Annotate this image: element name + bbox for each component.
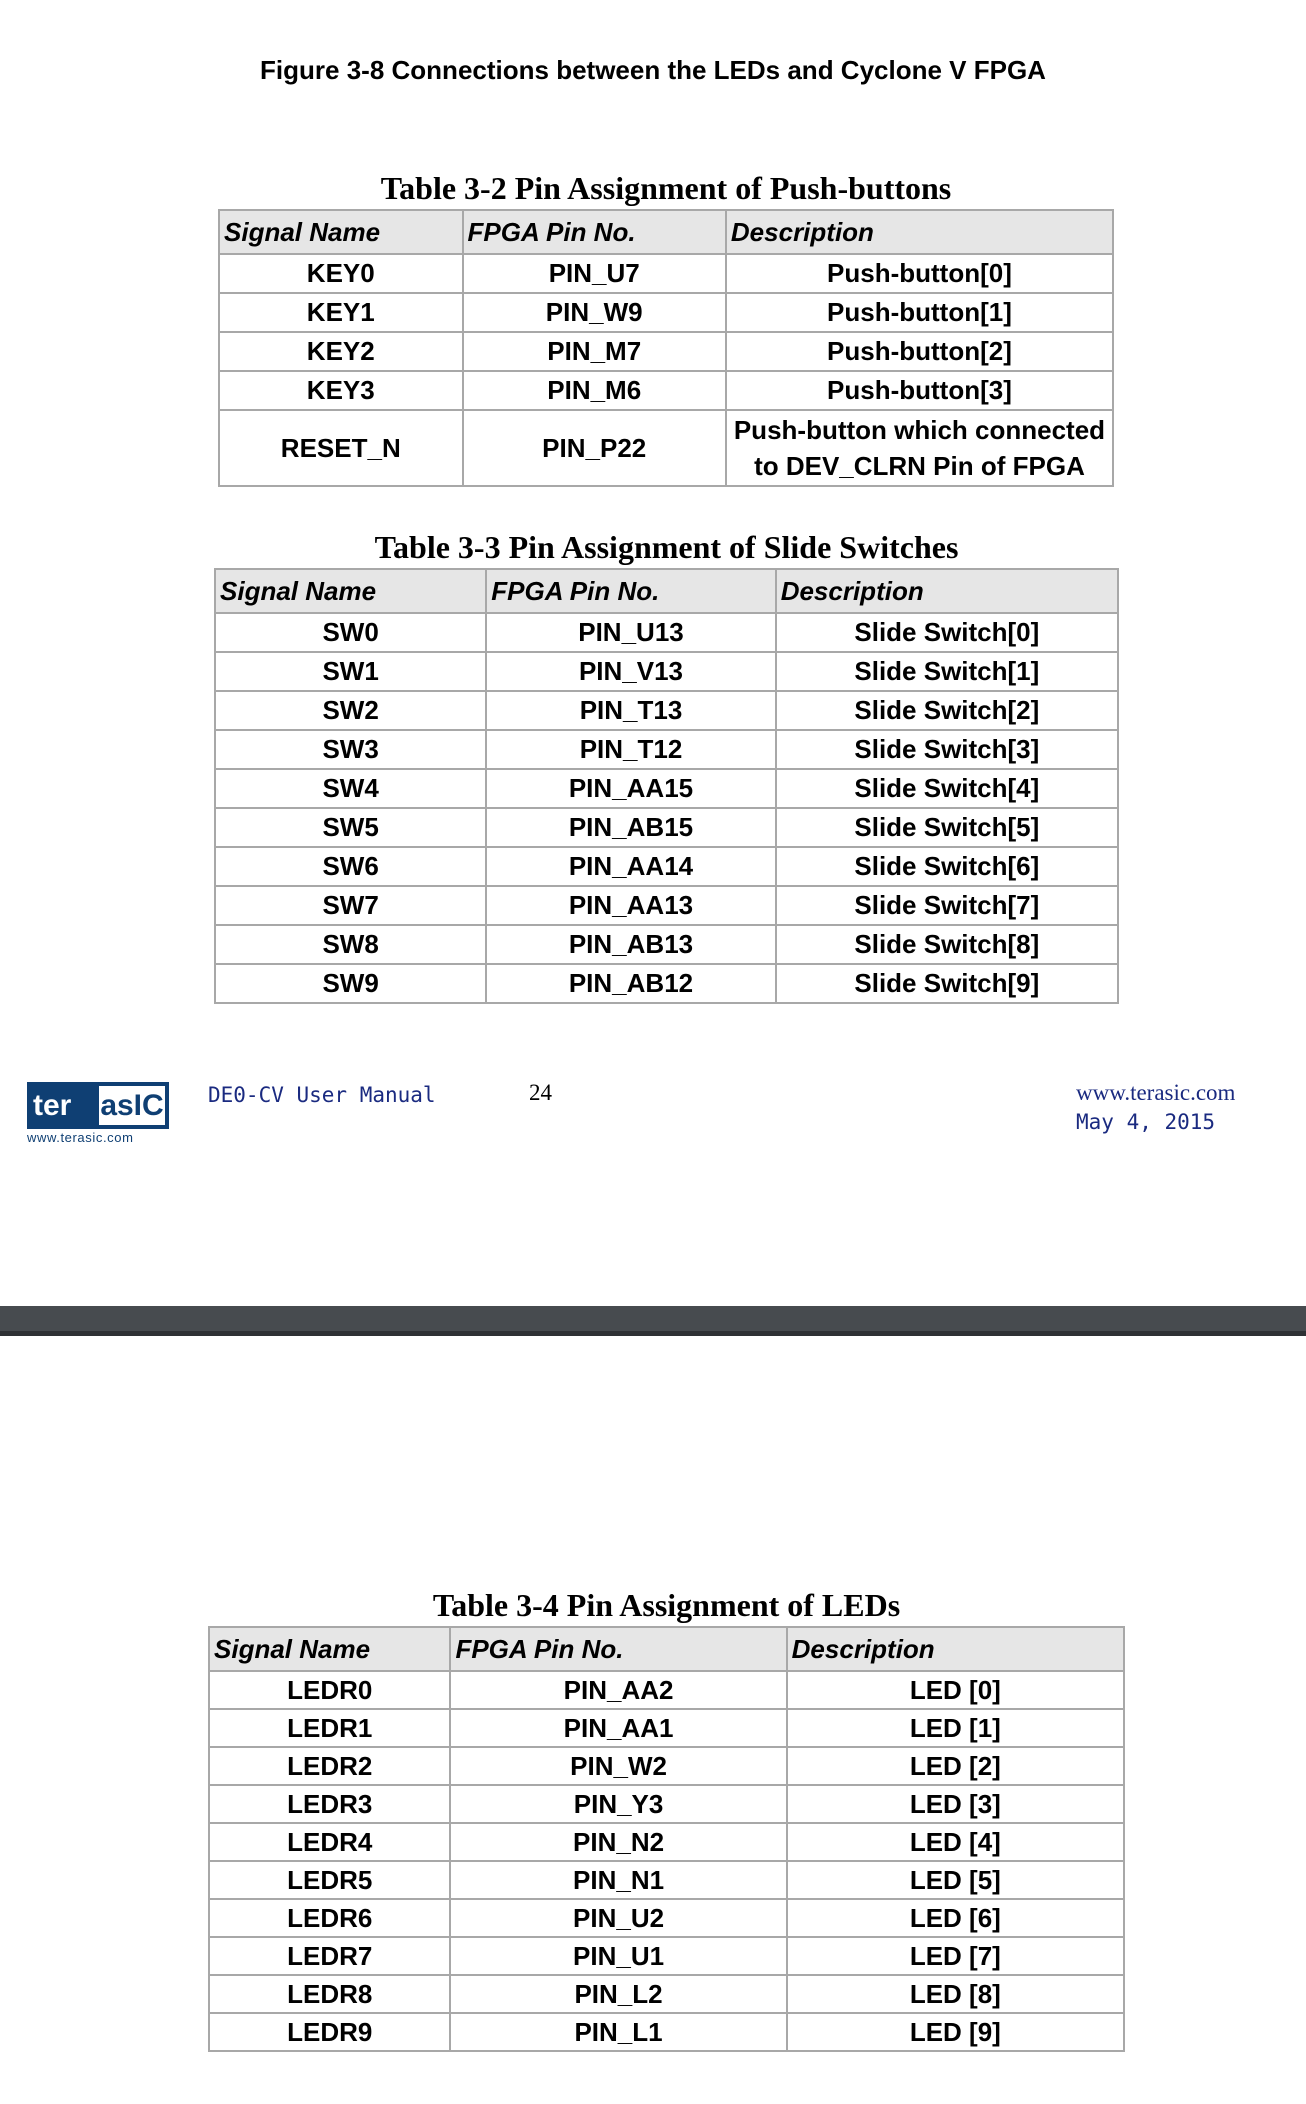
table-row	[209, 1937, 1124, 1975]
led-table	[208, 1626, 1125, 2052]
signal-name-cell: KEY2	[219, 332, 463, 371]
description-cell: LED [3]	[787, 1785, 1124, 1823]
table-row	[215, 886, 1118, 925]
table-row	[215, 691, 1118, 730]
description-cell: Slide Switch[1]	[776, 652, 1118, 691]
table-row	[209, 2013, 1124, 2051]
signal-name-cell: SW2	[215, 691, 486, 730]
description-cell: Slide Switch[2]	[776, 691, 1118, 730]
column-header: Description	[726, 210, 1113, 254]
pin-cell: PIN_AA14	[486, 847, 775, 886]
column-header: Description	[787, 1627, 1124, 1671]
pushbutton-table-title: Table 3-2 Pin Assignment of Push-buttons	[380, 170, 952, 206]
signal-name-cell: SW8	[215, 925, 486, 964]
table-row	[215, 652, 1118, 691]
signal-name-cell: KEY3	[219, 371, 463, 410]
column-header: Description	[776, 569, 1118, 613]
table-row	[209, 1975, 1124, 2013]
signal-name-cell: SW7	[215, 886, 486, 925]
table-row	[209, 1671, 1124, 1709]
pin-cell: PIN_AA2	[450, 1671, 786, 1709]
description-cell: Slide Switch[0]	[776, 613, 1118, 652]
terasic-logo	[27, 1082, 169, 1148]
pin-cell: PIN_AB13	[486, 925, 775, 964]
pin-cell: PIN_W9	[463, 293, 726, 332]
table-row	[215, 808, 1118, 847]
table-row	[215, 769, 1118, 808]
signal-name-cell: LEDR5	[209, 1861, 450, 1899]
column-header: FPGA Pin No.	[450, 1627, 786, 1671]
table-row	[215, 613, 1118, 652]
document-page-bottom	[0, 1336, 1306, 2104]
pin-cell: PIN_AB12	[486, 964, 775, 1003]
table-row	[219, 293, 1113, 332]
description-cell: LED [1]	[787, 1709, 1124, 1747]
pin-cell: PIN_W2	[450, 1747, 786, 1785]
description-cell: LED [0]	[787, 1671, 1124, 1709]
signal-name-cell: LEDR0	[209, 1671, 450, 1709]
table-row	[209, 1899, 1124, 1937]
pushbutton-table	[218, 209, 1114, 487]
description-cell: Slide Switch[9]	[776, 964, 1118, 1003]
description-cell: Slide Switch[4]	[776, 769, 1118, 808]
signal-name-cell: SW1	[215, 652, 486, 691]
pin-cell: PIN_L1	[450, 2013, 786, 2051]
table-row	[209, 1861, 1124, 1899]
pin-cell: PIN_AA1	[450, 1709, 786, 1747]
pin-cell: PIN_U13	[486, 613, 775, 652]
pin-cell: PIN_P22	[463, 410, 726, 486]
signal-name-cell: SW6	[215, 847, 486, 886]
description-cell: LED [7]	[787, 1937, 1124, 1975]
pin-cell: PIN_AA13	[486, 886, 775, 925]
pin-cell: PIN_Y3	[450, 1785, 786, 1823]
table-row	[209, 1709, 1124, 1747]
description-cell: LED [9]	[787, 2013, 1124, 2051]
pin-cell: PIN_U7	[463, 254, 726, 293]
pin-cell: PIN_T12	[486, 730, 775, 769]
table-row	[219, 371, 1113, 410]
description-cell: Slide Switch[7]	[776, 886, 1118, 925]
description-line: Push-button which connected	[733, 415, 1106, 445]
pin-cell: PIN_M6	[463, 371, 726, 410]
description-cell: LED [6]	[787, 1899, 1124, 1937]
description-cell: Push-button[0]	[726, 254, 1113, 293]
pin-cell: PIN_N1	[450, 1861, 786, 1899]
description-cell: Slide Switch[5]	[776, 808, 1118, 847]
signal-name-cell: SW3	[215, 730, 486, 769]
pin-cell: PIN_AB15	[486, 808, 775, 847]
description-cell	[726, 410, 1113, 486]
figure-caption: Figure 3-8 Connections between the LEDs and Cyclone V FPGA	[260, 55, 1046, 85]
pin-cell: PIN_AA15	[486, 769, 775, 808]
description-cell: Push-button[3]	[726, 371, 1113, 410]
footer-website: www.terasic.com	[1076, 1080, 1236, 1105]
footer-date: May 4, 2015	[1076, 1110, 1216, 1134]
signal-name-cell: LEDR8	[209, 1975, 450, 2013]
page-number: 24	[529, 1080, 552, 1105]
description-cell: Slide Switch[8]	[776, 925, 1118, 964]
pin-cell: PIN_U1	[450, 1937, 786, 1975]
table-row	[215, 925, 1118, 964]
logo-text-left: ter	[33, 1089, 72, 1122]
signal-name-cell: LEDR1	[209, 1709, 450, 1747]
description-cell: Slide Switch[6]	[776, 847, 1118, 886]
signal-name-cell: LEDR7	[209, 1937, 450, 1975]
page-separator	[0, 1306, 1306, 1336]
signal-name-cell: LEDR4	[209, 1823, 450, 1861]
table-row	[219, 332, 1113, 371]
table-row	[209, 1747, 1124, 1785]
pin-cell: PIN_U2	[450, 1899, 786, 1937]
pin-cell: PIN_M7	[463, 332, 726, 371]
signal-name-cell: SW9	[215, 964, 486, 1003]
pin-cell: PIN_N2	[450, 1823, 786, 1861]
switch-table-title: Table 3-3 Pin Assignment of Slide Switches	[374, 529, 959, 565]
description-cell: Push-button[2]	[726, 332, 1113, 371]
description-cell: Slide Switch[3]	[776, 730, 1118, 769]
column-header: FPGA Pin No.	[463, 210, 726, 254]
led-table-title: Table 3-4 Pin Assignment of LEDs	[432, 1587, 901, 1623]
description-cell: LED [4]	[787, 1823, 1124, 1861]
description-cell: LED [2]	[787, 1747, 1124, 1785]
column-header: FPGA Pin No.	[486, 569, 775, 613]
pin-cell: PIN_L2	[450, 1975, 786, 2013]
table-row	[209, 1785, 1124, 1823]
table-row	[209, 1823, 1124, 1861]
signal-name-cell: RESET_N	[219, 410, 463, 486]
signal-name-cell: SW4	[215, 769, 486, 808]
table-row	[219, 410, 1113, 486]
signal-name-cell: KEY1	[219, 293, 463, 332]
pin-cell: PIN_T13	[486, 691, 775, 730]
signal-name-cell: LEDR3	[209, 1785, 450, 1823]
logo-text-right: asIC	[99, 1086, 165, 1125]
description-cell: Push-button[1]	[726, 293, 1113, 332]
table-row	[215, 730, 1118, 769]
description-cell: LED [8]	[787, 1975, 1124, 2013]
manual-title: DE0-CV User Manual	[208, 1083, 436, 1107]
signal-name-cell: KEY0	[219, 254, 463, 293]
table-row	[215, 964, 1118, 1003]
signal-name-cell: LEDR9	[209, 2013, 450, 2051]
switch-table	[214, 568, 1119, 1004]
column-header: Signal Name	[215, 569, 486, 613]
signal-name-cell: LEDR2	[209, 1747, 450, 1785]
table-row	[219, 254, 1113, 293]
table-row	[215, 847, 1118, 886]
column-header: Signal Name	[219, 210, 463, 254]
pin-cell: PIN_V13	[486, 652, 775, 691]
description-cell: LED [5]	[787, 1861, 1124, 1899]
logo-url: www.terasic.com	[27, 1130, 134, 1145]
signal-name-cell: SW0	[215, 613, 486, 652]
column-header: Signal Name	[209, 1627, 450, 1671]
signal-name-cell: LEDR6	[209, 1899, 450, 1937]
signal-name-cell: SW5	[215, 808, 486, 847]
description-line: to DEV_CLRN Pin of FPGA	[754, 451, 1085, 481]
